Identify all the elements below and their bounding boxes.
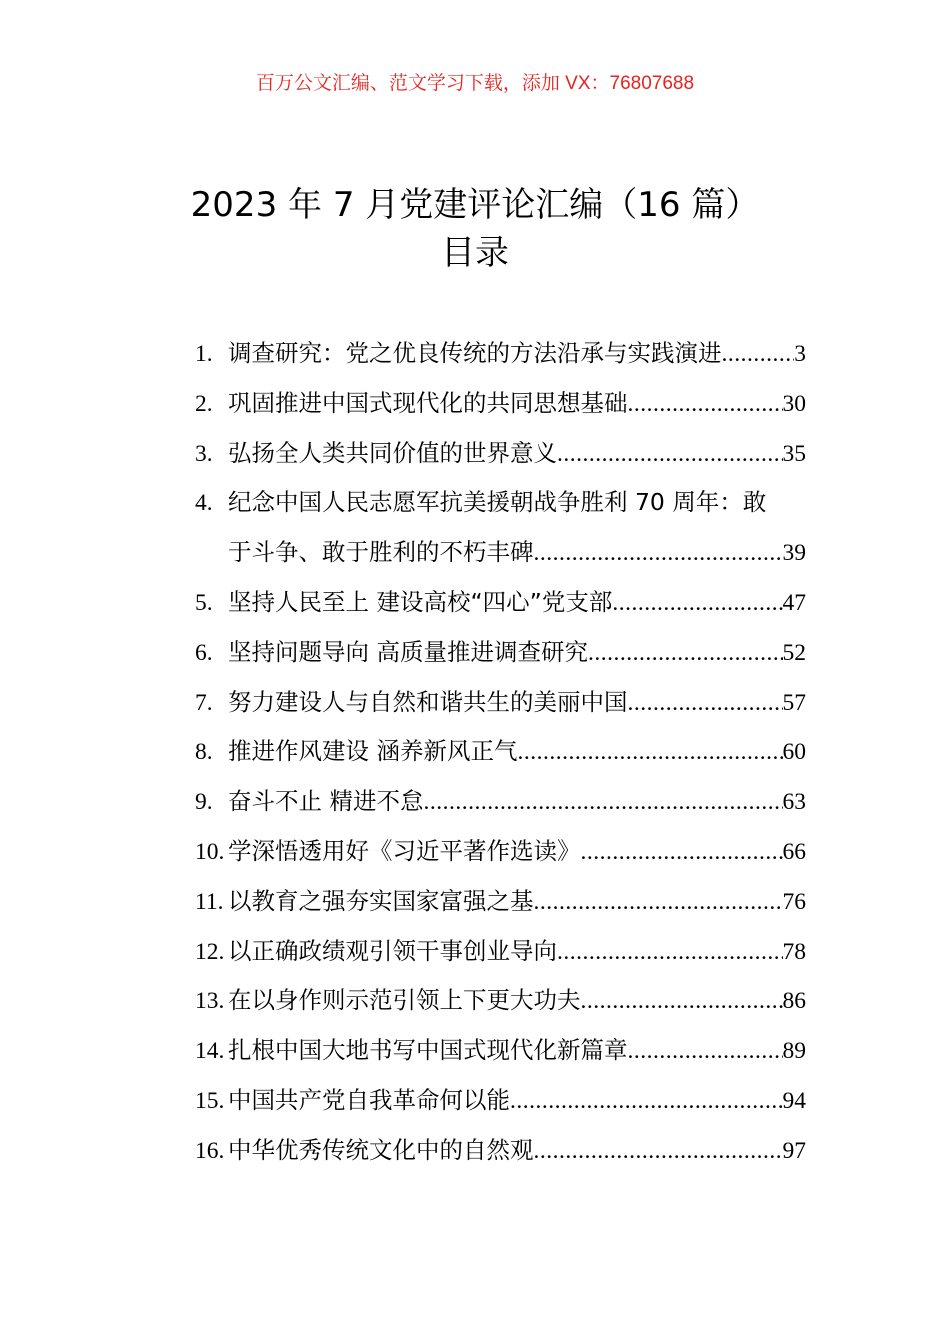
toc-entry[interactable] (195, 1030, 806, 1080)
toc-entry[interactable] (195, 1130, 806, 1180)
toc-entry-number: 6. (195, 639, 213, 666)
toc-entry-page: 47 (782, 589, 806, 616)
toc-entry-page: 94 (782, 1087, 806, 1114)
toc-entry[interactable] (195, 881, 806, 931)
toc-entry-page: 89 (782, 1038, 806, 1065)
toc-entry[interactable] (195, 582, 806, 632)
toc-entry-number: 1. (195, 341, 213, 367)
toc-entry[interactable] (195, 333, 806, 383)
toc-entry-title: 调查研究：党之优良传统的方法沿承与实践演进 (228, 339, 722, 367)
toc-entry-title: 扎根中国大地书写中国式现代化新篇章 (228, 1036, 628, 1065)
dot-leader (581, 981, 783, 1021)
toc-entry-title: 纪念中国人民志愿军抗美援朝战争胜利 70 周年：敢 (228, 488, 767, 517)
toc-entry-page: 86 (782, 988, 806, 1015)
dot-leader (517, 732, 782, 772)
toc-entry-number: 3. (195, 440, 213, 467)
toc-entry[interactable] (195, 682, 806, 732)
toc-entry-number: 15. (195, 1087, 225, 1114)
toc-entry-title: 在以身作则示范引领上下更大功夫 (228, 986, 581, 1015)
toc-entry[interactable] (195, 980, 806, 1030)
toc-entry-title: 以教育之强夯实国家富强之基 (228, 886, 534, 915)
toc-entry-title: 弘扬全人类共同价值的世界意义 (228, 438, 557, 467)
toc-entry-number: 11. (195, 888, 224, 915)
dot-leader (628, 683, 783, 723)
dot-leader (722, 334, 795, 374)
toc-entry[interactable] (195, 1080, 806, 1130)
toc-entry-number: 10. (195, 838, 225, 865)
toc-entry[interactable] (195, 383, 806, 433)
toc-entry-number: 9. (195, 789, 213, 816)
toc-entry-page: 52 (782, 639, 806, 666)
toc-entry-page: 30 (782, 390, 806, 417)
toc-entry[interactable] (195, 482, 806, 532)
toc-entry[interactable] (195, 632, 806, 682)
document-title: 2023 年 7 月党建评论汇编（16 篇） (190, 185, 760, 225)
toc-entry-title: 中华优秀传统文化中的自然观 (228, 1135, 534, 1164)
toc-entry-title: 坚持问题导向 高质量推进调查研究 (228, 637, 588, 666)
toc-entry-title: 巩固推进中国式现代化的共同思想基础 (228, 388, 628, 417)
dot-leader (510, 1081, 783, 1121)
dot-leader (612, 583, 782, 623)
toc-entry-number: 16. (195, 1137, 225, 1164)
dot-leader (628, 384, 783, 424)
toc-entry-title: 坚持人民至上 建设高校“四心”党支部 (228, 587, 613, 616)
toc-entry-title: 努力建设人与自然和谐共生的美丽中国 (228, 687, 628, 716)
toc-entry[interactable] (195, 731, 806, 781)
toc-entry-number: 8. (195, 739, 213, 766)
dot-leader (534, 1131, 783, 1171)
dot-leader (534, 882, 783, 922)
dot-leader (423, 782, 782, 822)
toc-entry-title: 学深悟透用好《习近平著作选读》 (228, 836, 581, 865)
toc-entry-page: 35 (782, 440, 806, 467)
toc-entry-title: 中国共产党自我革命何以能 (228, 1085, 510, 1114)
toc-entry-title-continued: 于斗争、敢于胜利的不朽丰碑 (228, 538, 534, 567)
toc-entry-page: 76 (782, 888, 806, 915)
dot-leader (557, 434, 783, 474)
toc-entry[interactable] (195, 931, 806, 981)
dot-leader (581, 832, 783, 872)
toc-entry[interactable] (195, 781, 806, 831)
table-of-contents (195, 333, 806, 1180)
toc-entry-page: 57 (782, 689, 806, 716)
toc-entry-page: 78 (782, 938, 806, 965)
toc-entry-page: 97 (782, 1137, 806, 1164)
toc-entry[interactable] (195, 433, 806, 483)
toc-heading: 目录 (441, 233, 509, 273)
dot-leader (534, 533, 783, 573)
toc-entry-page: 39 (782, 540, 806, 567)
toc-entry-number: 14. (195, 1038, 225, 1065)
toc-entry-page: 63 (782, 789, 806, 816)
toc-entry-title: 推进作风建设 涵养新风正气 (228, 737, 518, 766)
toc-entry-number: 13. (195, 988, 225, 1015)
dot-leader (588, 633, 783, 673)
toc-entry-page: 3 (794, 341, 806, 367)
dot-leader (557, 932, 783, 972)
toc-entry-title: 奋斗不止 精进不怠 (228, 787, 424, 816)
toc-entry[interactable] (195, 831, 806, 881)
toc-entry-number: 7. (195, 689, 213, 716)
toc-entry-number: 2. (195, 390, 213, 417)
toc-entry-number: 4. (195, 490, 213, 517)
toc-entry-title: 以正确政绩观引领干事创业导向 (228, 936, 557, 965)
toc-entry-page: 60 (782, 739, 806, 766)
watermark-banner: 百万公文汇编、范文学习下载，添加 VX：76807688 (255, 73, 695, 94)
toc-entry-number: 12. (195, 938, 225, 965)
toc-entry-number: 5. (195, 589, 213, 616)
toc-entry-continuation[interactable] (195, 532, 806, 582)
toc-entry-page: 66 (782, 838, 806, 865)
dot-leader (628, 1031, 783, 1071)
